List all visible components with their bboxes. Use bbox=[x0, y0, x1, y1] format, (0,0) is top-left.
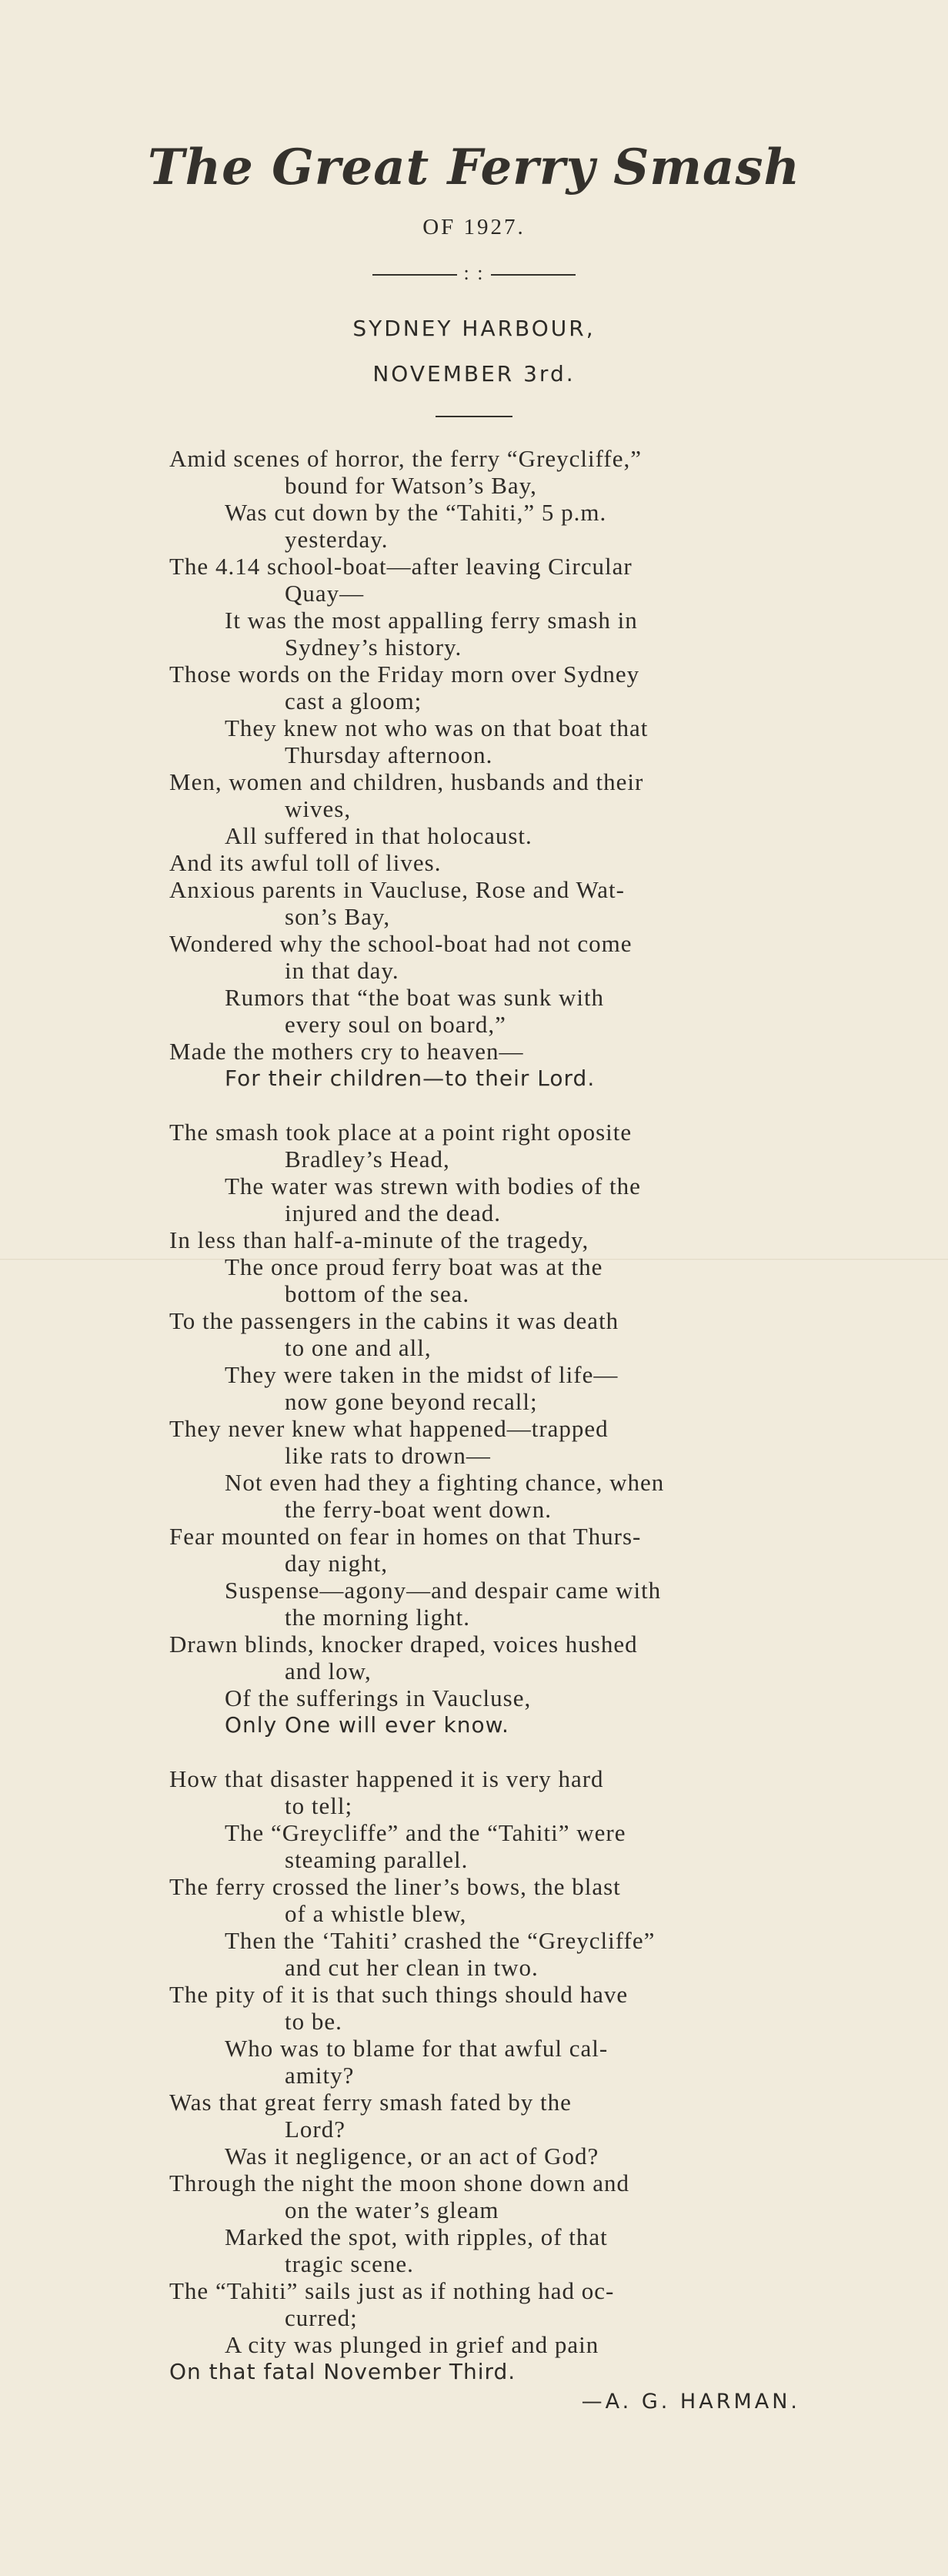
poem-line-text: Wondered why the school-boat had not come bbox=[169, 930, 633, 957]
poem-header bbox=[0, 139, 948, 417]
poem-line-text: All suffered in that holocaust. bbox=[225, 822, 532, 849]
poem-line bbox=[169, 1173, 800, 1226]
poem-line bbox=[169, 876, 800, 930]
poem-line-text: Men, women and children, husbands and their bbox=[169, 768, 644, 795]
poem-line-text: Through the night the moon shone down and bbox=[169, 2170, 630, 2196]
poem-line-text: Then the ‘Tahiti’ crashed the “Greycliffe” bbox=[225, 1927, 656, 1954]
poem-signature: —A. G. HARMAN. bbox=[581, 2390, 800, 2414]
poem-line-text: To the passengers in the cabins it was death bbox=[169, 1307, 619, 1334]
poem-line-continuation: on the water’s gleam bbox=[285, 2196, 499, 2223]
poem-line bbox=[169, 1119, 800, 1173]
poem-line bbox=[169, 1469, 800, 1523]
poem-place: SYDNEY HARBOUR, bbox=[352, 315, 596, 341]
poem-line-text: Made the mothers cry to heaven— bbox=[169, 1038, 524, 1065]
poem-line bbox=[169, 2223, 800, 2277]
divider-line-right bbox=[491, 274, 576, 276]
poem-stanza bbox=[169, 1119, 800, 1738]
poem-title: The Great Ferry Smash bbox=[147, 139, 801, 196]
poem-line-continuation: bound for Watson’s Bay, bbox=[285, 472, 537, 499]
poem-line-text: For their children—to their Lord. bbox=[225, 1066, 596, 1091]
poem-line-continuation: in that day. bbox=[285, 957, 399, 984]
poem-line-continuation: Thursday afternoon. bbox=[285, 741, 493, 768]
poem-line-text: The ferry crossed the liner’s bows, the blast bbox=[169, 1873, 621, 1900]
poem-line bbox=[169, 1361, 800, 1415]
poem-line bbox=[169, 1765, 800, 1819]
poem-line bbox=[169, 2331, 800, 2358]
poem-line bbox=[169, 1819, 800, 1873]
poem-line-text: Amid scenes of horror, the ferry “Greycliffe,” bbox=[169, 445, 642, 472]
poem-line-continuation: Sydney’s history. bbox=[285, 634, 462, 661]
poem-line bbox=[169, 822, 800, 849]
header-rule bbox=[436, 416, 512, 417]
poem-line-text: The smash took place at a point right oposite bbox=[169, 1119, 633, 1146]
poem-line bbox=[169, 1631, 800, 1684]
poem-line-continuation: every soul on board,” bbox=[285, 1011, 506, 1038]
poem-line-continuation: and cut her clean in two. bbox=[285, 1954, 539, 1981]
poem-line-continuation: steaming parallel. bbox=[285, 1846, 469, 1873]
poem-line-continuation: the morning light. bbox=[285, 1604, 471, 1631]
poem-line-text: The once proud ferry boat was at the bbox=[225, 1253, 603, 1280]
poem-line bbox=[169, 445, 800, 499]
poem-line-continuation: now gone beyond recall; bbox=[285, 1388, 538, 1415]
poem-line-continuation: cast a gloom; bbox=[285, 687, 422, 714]
poem-line-text: And its awful toll of lives. bbox=[169, 849, 442, 876]
poem-line bbox=[169, 1981, 800, 2035]
poem-line-continuation: Quay— bbox=[285, 580, 365, 607]
poem-line-continuation: to tell; bbox=[285, 1792, 353, 1819]
poem-line-continuation: amity? bbox=[285, 2062, 355, 2089]
poem-line bbox=[169, 1253, 800, 1307]
poem-line-text: They knew not who was on that boat that bbox=[225, 714, 649, 741]
poem-line bbox=[169, 1226, 800, 1253]
poem-line-continuation: Bradley’s Head, bbox=[285, 1146, 450, 1173]
poem-line-text: The water was strewn with bodies of the bbox=[225, 1173, 641, 1199]
poem-line bbox=[169, 2277, 800, 2331]
poem-date: NOVEMBER 3rd. bbox=[372, 360, 576, 386]
poem-line-text: Suspense—agony—and despair came with bbox=[225, 1577, 662, 1604]
poem-line bbox=[169, 499, 800, 553]
poem-line bbox=[169, 1065, 800, 1092]
poem-line-text: A city was plunged in grief and pain bbox=[225, 2331, 599, 2358]
poem-line-text: Was it negligence, or an act of God? bbox=[225, 2143, 599, 2170]
poem-line-text: Drawn blinds, knocker draped, voices hushed bbox=[169, 1631, 638, 1658]
poem-line-continuation: the ferry-boat went down. bbox=[285, 1496, 552, 1523]
poem-line bbox=[169, 661, 800, 714]
poem-line-continuation: of a whistle blew, bbox=[285, 1900, 467, 1927]
poem-line bbox=[169, 1684, 800, 1711]
poem-line-text: The “Greycliffe” and the “Tahiti” were bbox=[225, 1819, 626, 1846]
poem-line bbox=[169, 1873, 800, 1927]
poem-line-continuation: wives, bbox=[285, 795, 352, 822]
poem-line bbox=[169, 1415, 800, 1469]
poem-line-text: They were taken in the midst of life— bbox=[225, 1361, 619, 1388]
poem-line bbox=[169, 553, 800, 607]
poem-line-text: Was cut down by the “Tahiti,” 5 p.m. bbox=[225, 499, 607, 526]
poem-line bbox=[169, 1307, 800, 1361]
poem-line-text: Marked the spot, with ripples, of that bbox=[225, 2223, 608, 2250]
poem-line-continuation: to one and all, bbox=[285, 1334, 432, 1361]
poem-line bbox=[169, 2170, 800, 2223]
poem-line-text: They never knew what happened—trapped bbox=[169, 1415, 609, 1442]
poem-line-text: Of the sufferings in Vaucluse, bbox=[225, 1684, 532, 1711]
poem-line-text: The “Tahiti” sails just as if nothing had oc- bbox=[169, 2277, 615, 2304]
poem-line-text: Not even had they a fighting chance, when bbox=[225, 1469, 665, 1496]
poem-line-continuation: day night, bbox=[285, 1550, 388, 1577]
poem-line bbox=[169, 1523, 800, 1577]
poem-line-text: The pity of it is that such things should have bbox=[169, 1981, 629, 2008]
poem-line bbox=[169, 1038, 800, 1065]
poem-line-continuation: yesterday. bbox=[285, 526, 389, 553]
poem-line bbox=[169, 984, 800, 1038]
poem-line-text: Rumors that “the boat was sunk with bbox=[225, 984, 605, 1011]
poem-body bbox=[169, 445, 800, 2412]
poem-line-text: Those words on the Friday morn over Sydney bbox=[169, 661, 640, 687]
poem-line bbox=[169, 2143, 800, 2170]
poem-line bbox=[169, 2358, 800, 2385]
poem-line bbox=[169, 2089, 800, 2143]
poem-line-text: Was that great ferry smash fated by the bbox=[169, 2089, 572, 2116]
divider-line-left bbox=[372, 274, 457, 276]
poem-line-text: On that fatal November Third. bbox=[169, 2359, 516, 2384]
poem-line-continuation: tragic scene. bbox=[285, 2250, 414, 2277]
divider-mark: : : bbox=[463, 261, 485, 284]
poem-line-continuation: son’s Bay, bbox=[285, 903, 391, 930]
poem-stanza bbox=[169, 445, 800, 1092]
poem-line-continuation: injured and the dead. bbox=[285, 1199, 501, 1226]
poem-line-continuation: like rats to drown— bbox=[285, 1442, 491, 1469]
poem-line-text: Anxious parents in Vaucluse, Rose and Wat- bbox=[169, 876, 625, 903]
poem-line-text: The 4.14 school-boat—after leaving Circular bbox=[169, 553, 633, 580]
poem-line-text: In less than half-a-minute of the tragedy, bbox=[169, 1226, 589, 1253]
poem-line bbox=[169, 768, 800, 822]
poem-line-text: Who was to blame for that awful cal- bbox=[225, 2035, 609, 2062]
poem-line-text: Only One will ever know. bbox=[225, 1712, 509, 1738]
poem-line bbox=[169, 607, 800, 661]
poem-stanza bbox=[169, 1765, 800, 2385]
poem-line-continuation: to be. bbox=[285, 2008, 342, 2035]
ornamental-divider bbox=[0, 262, 948, 285]
poem-line bbox=[169, 930, 800, 984]
poem-line bbox=[169, 2035, 800, 2089]
poem-year: OF 1927. bbox=[422, 214, 526, 239]
poem-line-text: It was the most appalling ferry smash in bbox=[225, 607, 638, 634]
poem-line-text: Fear mounted on fear in homes on that Thurs- bbox=[169, 1523, 642, 1550]
poem-line bbox=[169, 1927, 800, 1981]
poem-line bbox=[169, 849, 800, 876]
poem-line-text: How that disaster happened it is very hard bbox=[169, 1765, 604, 1792]
poem-line bbox=[169, 1577, 800, 1631]
poem-line-continuation: Lord? bbox=[285, 2116, 346, 2143]
poem-line-continuation: curred; bbox=[285, 2304, 358, 2331]
poem-line bbox=[169, 714, 800, 768]
poem-line bbox=[169, 1711, 800, 1738]
poem-line-continuation: bottom of the sea. bbox=[285, 1280, 470, 1307]
poem-line-continuation: and low, bbox=[285, 1658, 372, 1684]
